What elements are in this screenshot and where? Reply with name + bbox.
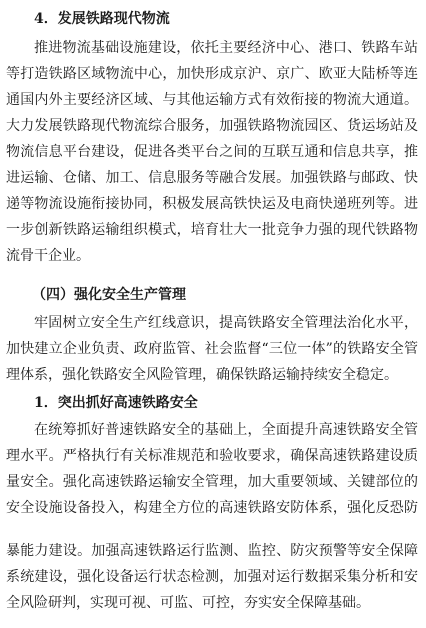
paragraph-line: 物流信息平台建设，促进各类平台之间的互联互通和信息共享，推: [6, 144, 418, 160]
paragraph-line: 流骨干企业。: [6, 248, 90, 264]
paragraph-line: 推进物流基础设施建设，依托主要经济中心、港口、铁路车站: [34, 40, 418, 56]
paragraph-line: 大力发展铁路现代物流综合服务，加强铁路物流园区、货运场站及: [6, 118, 418, 134]
paragraph-line: 量安全。强化高速铁路运输安全管理，加大重要领域、关键部位的: [6, 474, 418, 490]
section-4-heading: 4．发展铁路现代物流: [34, 11, 170, 27]
section-1-paragraph-b: [0, 538, 426, 616]
paragraph-line: 通国内外主要经济区域、与其他运输方式有效衔接的物流大通道。: [6, 92, 418, 108]
paragraph-line: 递等物流设施衔接协同，积极发展高铁快运及电商快递班列等。进: [6, 196, 418, 212]
section-1-paragraph-a: [0, 417, 426, 521]
paragraph-line: 在统筹抓好普速铁路安全的基础上，全面提升高速铁路安全管: [34, 422, 418, 438]
section-1-heading: 1．突出抓好高速铁路安全: [34, 395, 198, 411]
subsection-paragraph: [0, 310, 426, 388]
paragraph-line: 进运输、仓储、加工、信息服务等融合发展。加强铁路与邮政、快: [6, 170, 418, 186]
paragraph-line: 加快建立企业负责、政府监管、社会监督“三位一体”的铁路安全管: [6, 341, 418, 357]
subsection-heading: （四）强化安全生产管理: [32, 287, 186, 303]
section-4-paragraph: [0, 35, 426, 269]
paragraph-line: 系统建设，强化设备运行状态检测，加强对运行数据采集分析和安: [6, 569, 418, 585]
paragraph-line: 安全设施设备投入，构建全方位的高速铁路安防体系，强化反恐防: [6, 500, 418, 516]
paragraph-line: 全风险研判，实现可视、可监、可控，夯实安全保障基础。: [6, 595, 370, 611]
paragraph-line: 一步创新铁路运输组织模式，培育壮大一批竞争力强的现代铁路物: [6, 222, 418, 238]
paragraph-line: 牢固树立安全生产红线意识，提高铁路安全管理法治化水平，: [34, 315, 418, 331]
paragraph-line: 暴能力建设。加强高速铁路运行监测、监控、防灾预警等安全保障: [6, 543, 418, 559]
paragraph-line: 理水平。严格执行有关标准规范和验收要求，确保高速铁路建设质: [6, 448, 418, 464]
paragraph-line: 理体系，强化铁路安全风险管理，确保铁路运输持续安全稳定。: [6, 367, 398, 383]
paragraph-line: 等打造铁路区域物流中心，加快形成京沪、京广、欧亚大陆桥等连: [6, 66, 418, 82]
